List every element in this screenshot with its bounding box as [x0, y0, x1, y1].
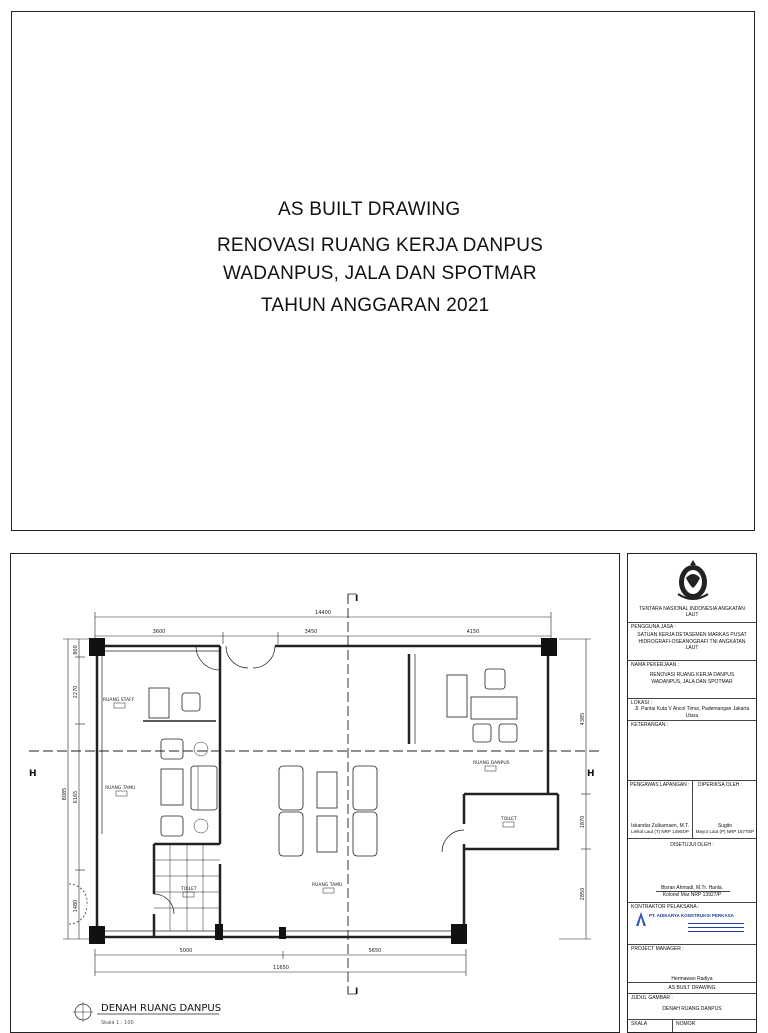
guest-chair-2 [499, 724, 517, 742]
main-table-2 [317, 816, 337, 852]
lounge-chair-1 [161, 739, 183, 759]
section-mark-left: H [29, 769, 37, 779]
skala-cell [628, 1019, 756, 1033]
dim-right-2: 1870 [580, 815, 586, 829]
danpus-chair [485, 669, 505, 689]
dim-top-1: 3600 [152, 629, 166, 635]
dim-bottom-2: 5650 [368, 948, 382, 954]
lokasi-label: LOKASI : [631, 700, 652, 706]
room-label-tamu-left: RUANG TAMU [105, 786, 136, 791]
plan-scale: Skala 1 : 100 [101, 1020, 134, 1026]
dim-right-3: 2850 [580, 887, 586, 901]
diperiksa-name: Sugito [717, 823, 733, 829]
main-table-1 [317, 772, 337, 808]
disetujui-cell [628, 838, 756, 902]
dim-bottom-1: 5000 [179, 948, 193, 954]
room-label-danpus: RUANG DANPUS [473, 761, 510, 766]
dim-left-1: 800 [73, 645, 79, 655]
lounge-chair-2 [161, 816, 183, 836]
dim-left-4: 8085 [62, 787, 68, 801]
room-label-staff: RUANG STAFF [103, 698, 135, 703]
pm-name: Hermawan Radiya [671, 976, 713, 982]
dim-bottom-total: 11650 [273, 965, 289, 971]
lounge-sofa-left [191, 766, 217, 810]
guest-chair-1 [473, 724, 491, 742]
lokasi-value: Jl. Pantai Kuta V Ancol Timur, Pademangan Jakarta Utara [634, 706, 750, 719]
kontraktor-name: PT. ADIKARYA KONSTRUKSI PERKASA [649, 913, 734, 918]
org-name: TENTARA NASIONAL INDONESIA ANGKATAN LAUT [639, 606, 745, 618]
dim-left-5: 1480 [73, 899, 79, 913]
disetujui-label: DISETUJUI OLEH : [670, 842, 714, 848]
drawing-type: AS BUILT DRAWING [668, 985, 716, 991]
pekerjaan-label: NAMA PEKERJAAN : [631, 662, 680, 668]
nomor-label: NOMOR [676, 1021, 696, 1027]
cover-line-4: TAHUN ANGGARAN 2021 [261, 295, 490, 316]
danpus-cabinet [447, 675, 467, 717]
pengguna-label: PENGGUNA JASA : [631, 624, 676, 630]
main-sofa-1 [279, 766, 303, 810]
cover-line-2: RENOVASI RUANG KERJA DANPUS [217, 235, 544, 256]
dim-left-2: 2270 [73, 685, 79, 699]
judul-label: JUDUL GAMBAR : [631, 995, 673, 1001]
axis-mark-top: I [355, 594, 359, 604]
pengawas-label: PENGAWAS LAPANGAN : [630, 782, 690, 788]
danpus-desk [471, 697, 517, 719]
main-sofa-4 [353, 812, 377, 856]
cover-line-1: AS BUILT DRAWING [278, 199, 461, 220]
floor-plan-drawing [11, 554, 620, 1033]
dim-top-2: 3450 [304, 629, 318, 635]
door-swing-main-right [253, 646, 275, 668]
dim-right-1: 4385 [580, 712, 586, 726]
kontraktor-logo-icon [636, 912, 646, 926]
dim-left-3: 6165 [73, 790, 79, 804]
pengawas-name: Iskandar Zulkarnaen, M.T. [631, 823, 689, 829]
tni-al-emblem-icon [666, 556, 720, 606]
door-swing-staff [196, 646, 220, 670]
door-swing-toilet [442, 830, 464, 852]
diperiksa-rank: Mayor Laut (P) NRP 15770/P [695, 829, 755, 834]
keterangan-cell [628, 720, 756, 780]
dim-top-3: 4150 [466, 629, 480, 635]
title-block [627, 553, 757, 1033]
cover-sheet [11, 11, 755, 531]
structural-columns [89, 638, 557, 944]
pekerjaan-value: RENOVASI RUANG KERJA DANPUS WADANPUS, JALA DAN SPOTMAR [649, 672, 735, 685]
pengawas-cell [628, 780, 756, 838]
judul-cell [628, 993, 756, 1019]
pengawas-rank: Letkol Laut (T) NRP 14904/P [631, 829, 689, 834]
axis-mark-bottom: I [355, 987, 359, 997]
disetujui-name: Bisran Ahmadi, M.Tr. Hanla. [660, 885, 724, 891]
kontraktor-label: KONTRAKTOR PELAKSANA : [631, 904, 700, 910]
cover-line-3: WADANPUS, JALA DAN SPOTMAR [223, 263, 537, 284]
kontraktor-cell [628, 902, 756, 944]
pm-label: PROJECT MANAGER : [631, 946, 684, 952]
staff-chair [182, 693, 200, 711]
pengguna-cell [628, 622, 756, 660]
room-label-toilet-1: TOILET [501, 817, 517, 822]
door-swing-toilet-left [154, 894, 174, 914]
pengguna-value: SATUAN KERJA DETASEMEN MARKAS PUSAT HIDROGRAFI-OSEANOGRAFI TNI ANGKATAN LAUT [637, 632, 747, 651]
room-label-toilet-2: TOILET [181, 887, 197, 892]
plan-title: DENAH RUANG DANPUS [101, 1003, 222, 1014]
lokasi-cell [628, 698, 756, 720]
staff-desk [149, 688, 169, 718]
dim-top-total: 14400 [315, 610, 331, 616]
main-sofa-2 [279, 812, 303, 856]
pekerjaan-cell [628, 660, 756, 698]
disetujui-rank: Kolonel Mar NRP 13927/P [662, 892, 722, 898]
room-label-tamu-main: RUANG TAMU [312, 883, 343, 888]
walls [97, 646, 558, 937]
drawing-type-cell [628, 982, 756, 993]
section-mark-right: H [587, 769, 595, 779]
main-sofa-3 [353, 766, 377, 810]
pm-cell [628, 944, 756, 986]
door-swing-main-left [226, 646, 248, 668]
skala-label: SKALA [631, 1021, 648, 1027]
keterangan-label: KETERANGAN : [631, 722, 669, 728]
floor-plan-sheet [10, 553, 620, 1033]
lounge-table-left [161, 769, 183, 805]
judul-value: DENAH RUANG DANPUS [662, 1006, 722, 1012]
diperiksa-label: DIPERIKSA OLEH : [698, 782, 743, 788]
